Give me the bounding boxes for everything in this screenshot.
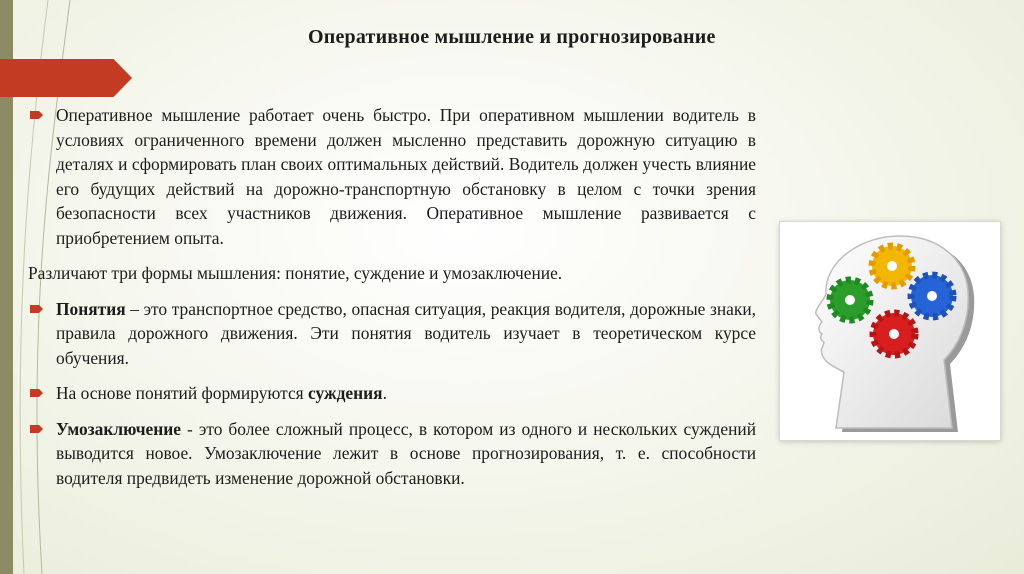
- term-judgements: суждения: [308, 383, 383, 403]
- paragraph-inference: [28, 417, 756, 491]
- yellow-gear-icon: [872, 246, 912, 286]
- paragraph-text: - это более сложный процесс, в котором из одного и нескольких суждений выводится новое. Умозаключение лежит в основе прогнозирования, т. е. способности водителя предвидеть изменение дорожной обстановки.: [56, 418, 756, 488]
- paragraph-text: – это транспортное средство, опасная ситуация, реакция водителя, дорожные знаки, правила дорожного движения. Эти понятия водитель изучает в теоретическом курсе обучения.: [56, 298, 756, 368]
- slide-body: [28, 103, 756, 490]
- head-with-gears-icon: [780, 222, 1000, 440]
- term-concepts: Понятия: [56, 298, 126, 319]
- paragraph-end: .: [382, 383, 387, 403]
- arrow-bullet-icon: [30, 305, 43, 313]
- paragraph-text: На основе понятий формируются: [56, 383, 309, 403]
- paragraph-text: Оперативное мышление работает очень быстро. При оперативном мышлении водитель в условиях ограниченного времени должен мысленно представить дорожную ситуацию в деталях и сформировать план своих оптимальных действий. Водитель должен учесть влияние его будущих действий на дорожно-транспортную обстановку в целом с точки зрения безопасности всех участников движения. Оперативное мышление развивается с приобретением опыта.: [56, 105, 756, 248]
- head-gears-picture: [780, 222, 1000, 440]
- arrow-bullet-icon: [30, 425, 43, 433]
- slide-title: Оперативное мышление и прогнозирование: [308, 26, 716, 48]
- paragraph-three-forms: [28, 261, 756, 286]
- arrow-bullet-icon: [30, 389, 43, 397]
- green-gear-icon: [830, 280, 870, 320]
- paragraph-text: Различают три формы мышления: понятие, суждение и умозаключение.: [28, 263, 563, 283]
- term-inference: Умозаключение: [56, 418, 182, 439]
- blue-gear-icon: [911, 275, 953, 317]
- arrow-bullet-icon: [30, 111, 43, 119]
- red-gear-icon: [873, 313, 915, 355]
- title-arrow-accent: [0, 59, 132, 97]
- paragraph-operative-thinking: [28, 103, 756, 250]
- paragraph-judgements: [28, 381, 756, 406]
- paragraph-concepts: [28, 297, 756, 371]
